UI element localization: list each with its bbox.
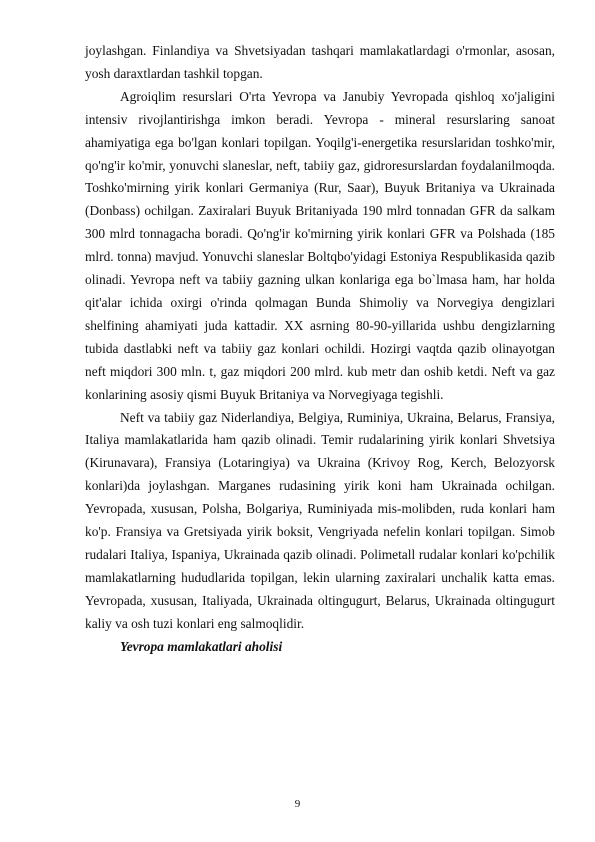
paragraph: Agroiqlim resurslari O'rta Yevropa va Janubiy Yevropada qishloq xo'jaligini intensiv rivojlantirishga imkon beradi. Yevropa - mineral resurslaring sanoat ahamiyatiga ega bo'lgan konlari topilgan. Yoqilg'i-energetika resurslaridan toshko'mir, qo'ng'ir ko'mir, yonuvchi slaneslar, neft, tabiiy gaz, gidroresurslardan foydalanilmoqda. Toshko'mirning yirik konlari Germaniya (Rur, Saar), Buyuk Britaniya va Ukrainada (Donbass) ochilgan. Zaxiralari Buyuk Britaniyada 190 mlrd tonnadan GFR da salkam 300 mlrd tonnagacha boradi. Qo'ng'ir ko'mirning yirik konlari GFR va Polshada (185 mlrd. tonna) mavjud. Yonuvchi slaneslar Boltqbo'yidagi Estoniya Respublikasida qazib olinadi. Yevropa neft va tabiiy gazning ulkan konlariga ega bo`lmasa ham, har holda qit'alar ichida oxirgi o'rinda qolmagan Bunda Shimoliy va Norvegiya dengizlari shelfining ahamiyati juda kattadir. XX asrning 80-90-yillarida ushbu dengizlarning tubida dastlabki neft va tabiiy gaz konlari ochildi. Hozirgi vaqtda qazib olinayotgan neft miqdori 300 mln. t, gaz miqdori 200 mlrd. kub metr dan oshib ketdi. Neft va gaz konlarining asosiy qismi Buyuk Britaniya va Norvegiyaga tegishli. (85, 88, 555, 402)
section-heading: Yevropa mamlakatlari aholisi (120, 638, 283, 654)
page-number: 9 (294, 798, 301, 810)
paragraph: Neft va tabiiy gaz Niderlandiya, Belgiya, Ruminiya, Ukraina, Belarus, Fransiya, Italiya mamlakatlarida ham qazib olinadi. Temir rudalarining yirik konlari Shvetsiya (Kirunavara), Fransiya (Lotaringiya) va Ukraina (Krivoy Rog, Kerch, Belozyorsk konlari)da joylashgan. Marganes rudasining yirik koni ham Ukrainada ochilgan. Yevropada, xususan, Polsha, Bolgariya, Ruminiyada mis-molibden, ruda konlari ham ko'p. Fransiya va Gretsiyada yirik boksit, Vengriyada nefelin konlari topilgan. Simob rudalari Italiya, Ispaniya, Ukrainada qazib olinadi. Polimetall rudalar konlari ko'pchilik mamlakatlarning hududlarida topilgan, lekin ularning zaxiralari unchalik katta emas. Yevropada, xususan, Italiyada, Ukrainada oltingugurt, Belarus, Ukrainada oltingugurt kaliy va osh tuzi konlari eng salmoqlidir. (85, 409, 555, 631)
paragraph: joylashgan. Finlandiya va Shvetsiyadan tashqari mamlakatlardagi o'rmonlar, asosan, yosh daraxtlardan tashkil topgan. (85, 43, 555, 81)
document-body (85, 40, 555, 658)
